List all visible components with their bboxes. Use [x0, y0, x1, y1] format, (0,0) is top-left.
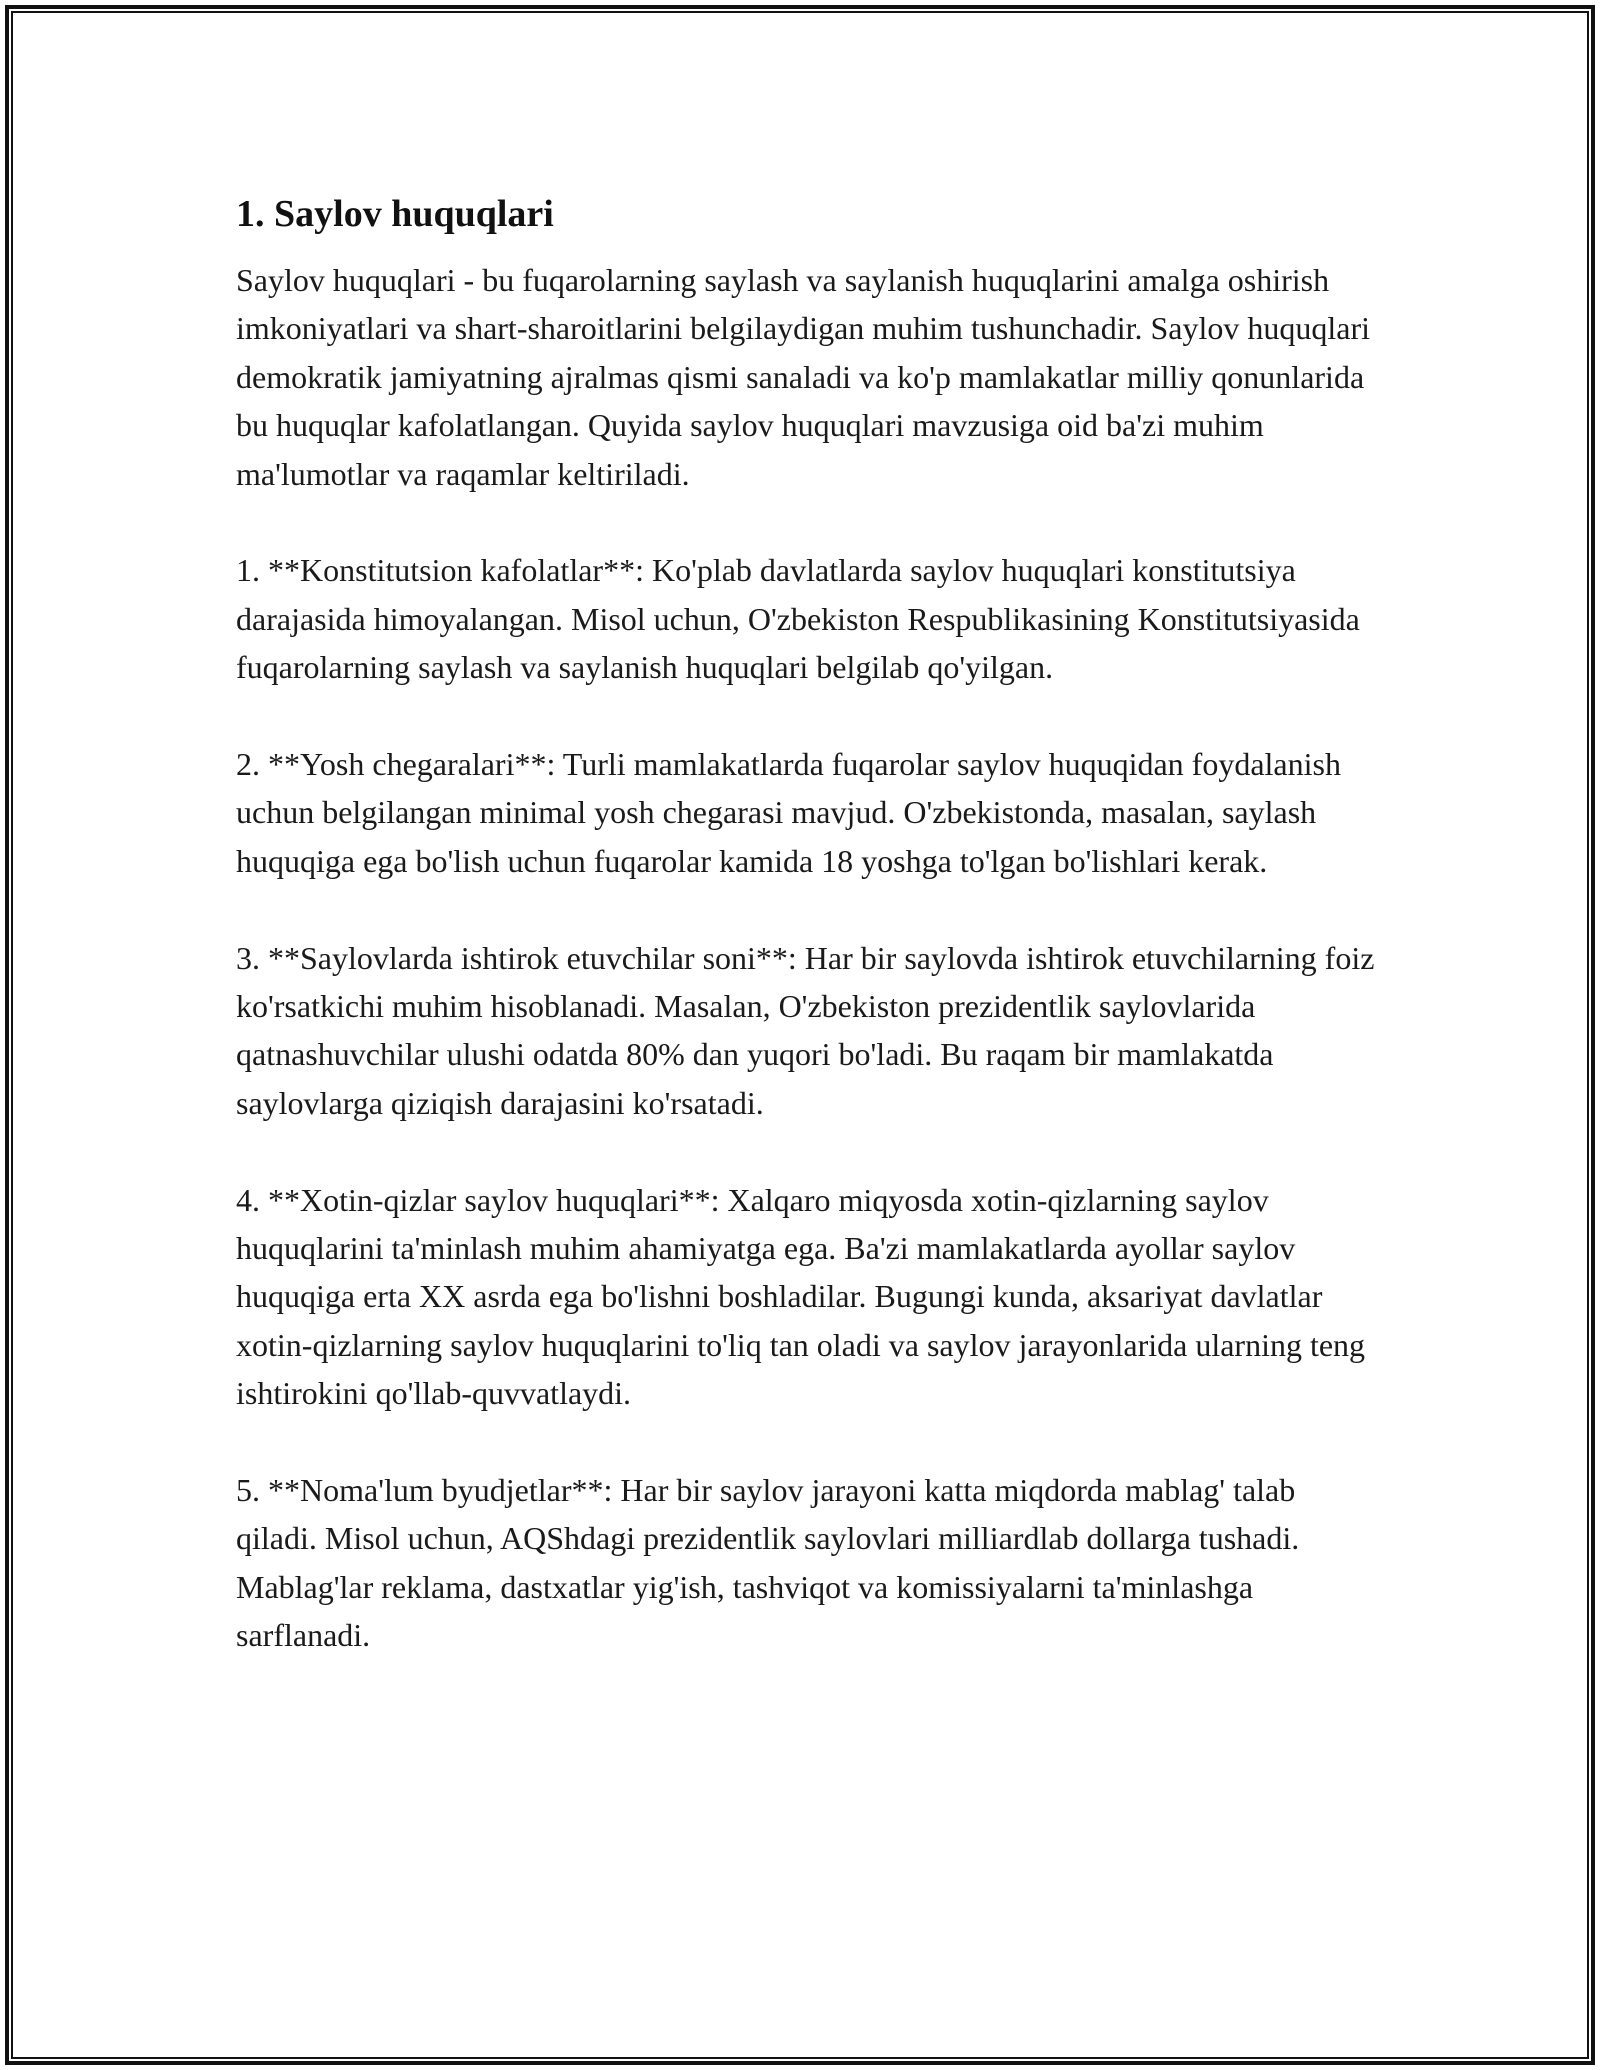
intro-paragraph: Saylov huquqlari - bu fuqarolarning saylash va saylanish huquqlarini amalga oshirish imkoniyatlari va shart-sharoitlarini belgilaydigan muhim tushunchadir. Saylov huquqlari demokratik jamiyatning ajralmas qismi sanaladi va ko'p mamlakatlar milliy qonunlarida bu huquqlar kafolatlangan. Quyida saylov huquqlari mavzusiga oid ba'zi muhim ma'lumotlar va raqamlar keltiriladi.: [236, 262, 1370, 492]
list-item-budgets: 5. **Noma'lum byudjetlar**: Har bir saylov jarayoni katta miqdorda mablag' talab qiladi. Misol uchun, AQShdagi prezidentlik saylovlari milliardlab dollarga tushadi. Mablag'lar reklama, dastxatlar yig'ish, tashviqot va komissiyalarni ta'minlashga sarflanadi.: [236, 1472, 1300, 1654]
document-body: [236, 186, 1376, 1660]
list-item-turnout: 3. **Saylovlarda ishtirok etuvchilar soni**: Har bir saylovda ishtirok etuvchilarning foiz ko'rsatkichi muhim hisoblanadi. Masalan, O'zbekiston prezidentlik saylovlarida qatnashuvchilar ulushi odatda 80% dan yuqori bo'ladi. Bu raqam bir mamlakatda saylovlarga qiziqish darajasini ko'rsatadi.: [236, 939, 1375, 1121]
document-title: 1. Saylov huquqlari: [236, 193, 554, 235]
list-item-age-limits: 2. **Yosh chegaralari**: Turli mamlakatlarda fuqarolar saylov huquqidan foydalanish uchun belgilangan minimal yosh chegarasi mavjud. O'zbekistonda, masalan, saylash huquqiga ega bo'lish uchun fuqarolar kamida 18 yoshga to'lgan bo'lishlari kerak.: [236, 746, 1341, 879]
list-item-constitutional-guarantees: 1. **Konstitutsion kafolatlar**: Ko'plab davlatlarda saylov huquqlari konstitutsiya darajasida himoyalangan. Misol uchun, O'zbekiston Respublikasining Konstitutsiyasida fuqarolarning saylash va saylanish huquqlari belgilab qo'yilgan.: [236, 552, 1360, 686]
list-item-women-voting-rights: 4. **Xotin-qizlar saylov huquqlari**: Xalqaro miqyosda xotin-qizlarning saylov huquqlarini ta'minlash muhim ahamiyatga ega. Ba'zi mamlakatlarda ayollar saylov huquqiga erta XX asrda ega bo'lishni boshladilar. Bugungi kunda, aksariyat davlatlar xotin-qizlarning saylov huquqlarini to'liq tan oladi va saylov jarayonlarida ularning teng ishtirokini qo'llab-quvvatlaydi.: [236, 1181, 1366, 1412]
